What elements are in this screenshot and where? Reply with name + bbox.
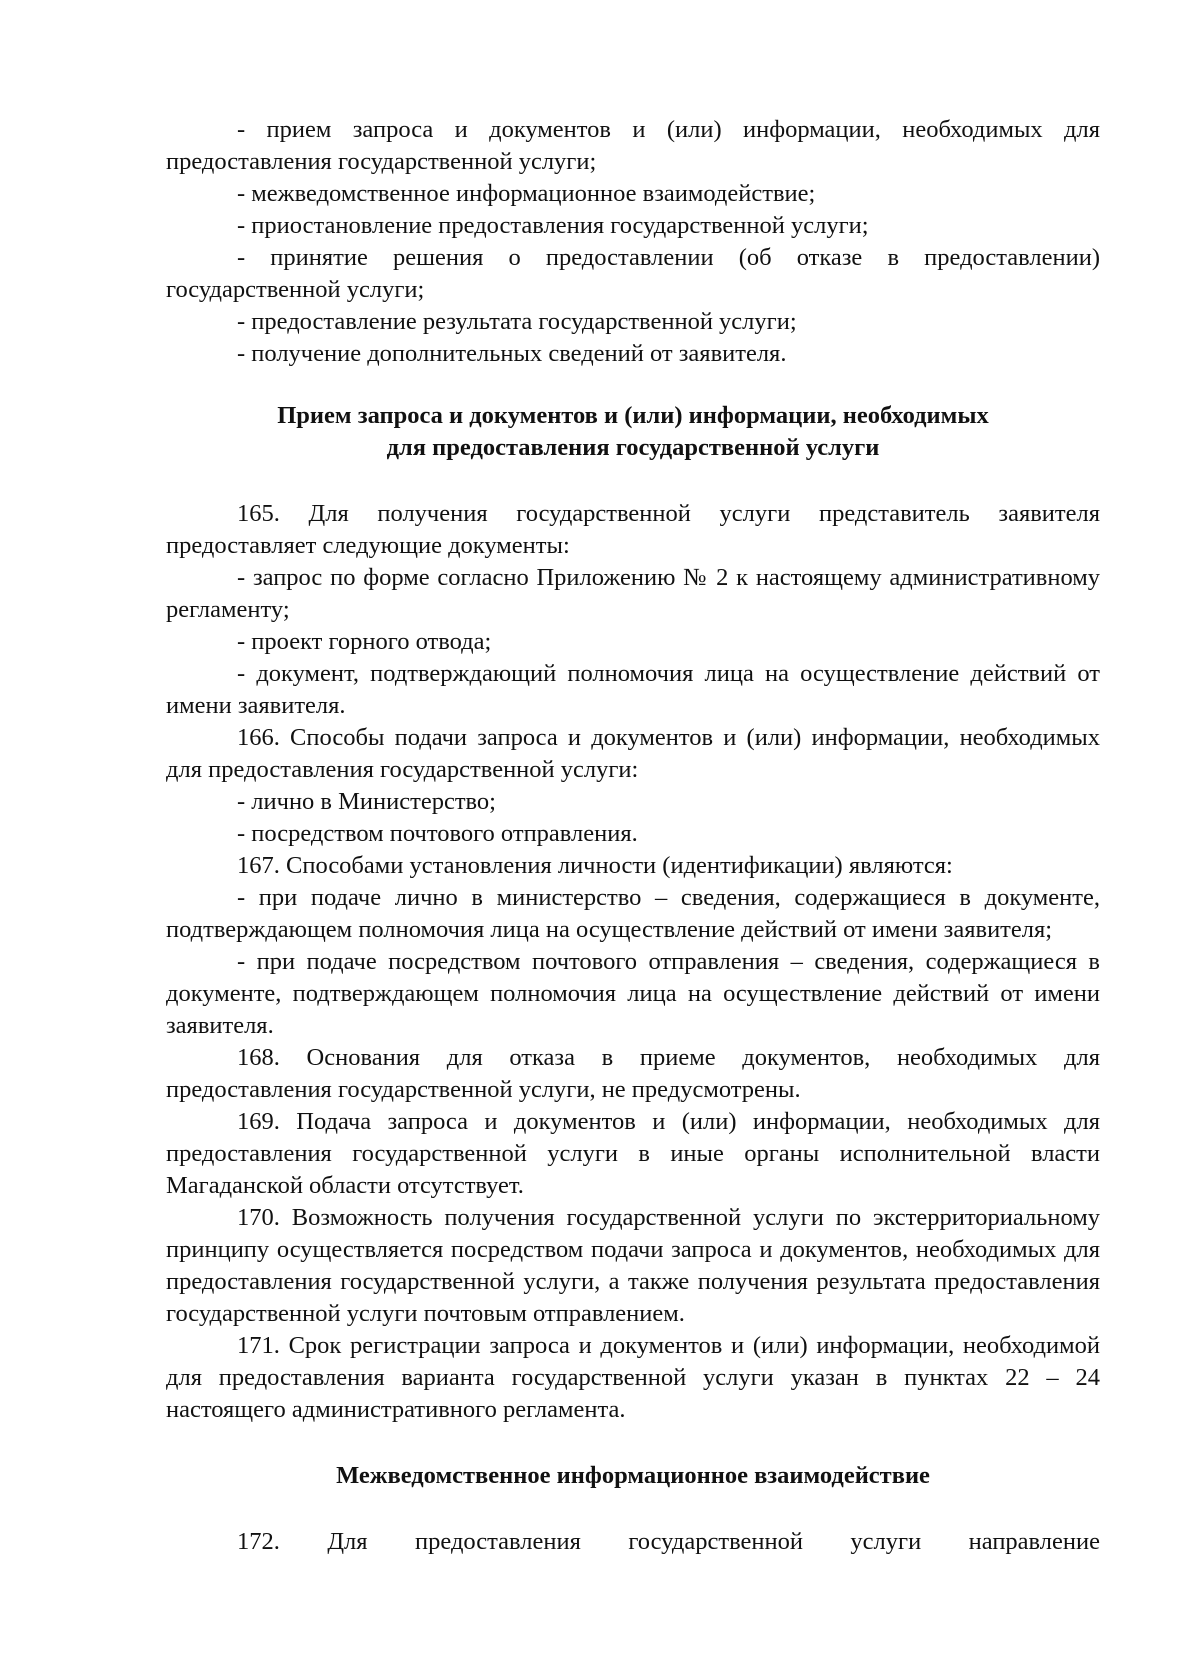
section-heading-interagency: Межведомственное информационное взаимодействие: [336, 1462, 930, 1489]
section-heading-line: Прием запроса и документов и (или) информации, необходимых: [277, 402, 989, 429]
list-item: - при подаче посредством почтового отправления – сведения, содержащиеся в документе, подтверждающем полномочия лица на осуществление действий от имени заявителя.: [166, 948, 1100, 1039]
paragraph-172: 172. Для предоставления государственной услуги направление: [237, 1528, 1100, 1555]
list-item: - межведомственное информационное взаимодействие;: [237, 180, 816, 207]
section-heading-reception: [166, 400, 1100, 464]
list-item: - проект горного отвода;: [237, 628, 492, 655]
paragraph-171: 171. Срок регистрации запроса и документов и (или) информации, необходимой для предоставления варианта государственной услуги указан в пунктах 22 – 24 настоящего административного регламента.: [166, 1332, 1100, 1423]
list-item: - получение дополнительных сведений от заявителя.: [237, 340, 787, 367]
list-item: - лично в Министерство;: [237, 788, 496, 815]
list-item: - предоставление результата государственной услуги;: [237, 308, 797, 335]
paragraph-169: 169. Подача запроса и документов и (или) информации, необходимых для предоставления государственной услуги в иные органы исполнительной власти Магаданской области отсутствует.: [166, 1108, 1100, 1199]
paragraph-166: 166. Способы подачи запроса и документов и (или) информации, необходимых для предоставления государственной услуги:: [166, 724, 1100, 783]
list-item: - документ, подтверждающий полномочия лица на осуществление действий от имени заявителя.: [166, 660, 1100, 719]
list-item: - при подаче лично в министерство – сведения, содержащиеся в документе, подтверждающем полномочия лица на осуществление действий от имени заявителя;: [166, 884, 1100, 943]
list-item: - принятие решения о предоставлении (об отказе в предоставлении) государственной услуги;: [166, 244, 1100, 303]
paragraph-168: 168. Основания для отказа в приеме документов, необходимых для предоставления государственной услуги, не предусмотрены.: [166, 1044, 1100, 1103]
list-item: - приостановление предоставления государственной услуги;: [237, 212, 869, 239]
paragraph-170: 170. Возможность получения государственной услуги по экстерриториальному принципу осуществляется посредством подачи запроса и документов, необходимых для предоставления государственной услуги, а также получения результата предоставления государственной услуги почтовым отправлением.: [166, 1204, 1100, 1327]
list-item: - запрос по форме согласно Приложению № 2 к настоящему административному регламенту;: [166, 564, 1100, 623]
list-item: - прием запроса и документов и (или) информации, необходимых для предоставления государственной услуги;: [166, 116, 1100, 175]
section-heading-line: для предоставления государственной услуги: [386, 434, 880, 461]
paragraph-167: 167. Способами установления личности (идентификации) являются:: [237, 852, 953, 879]
list-item: - посредством почтового отправления.: [237, 820, 638, 847]
document-body: [166, 114, 1100, 1558]
paragraph-165: 165. Для получения государственной услуги представитель заявителя предоставляет следующие документы:: [166, 500, 1100, 559]
